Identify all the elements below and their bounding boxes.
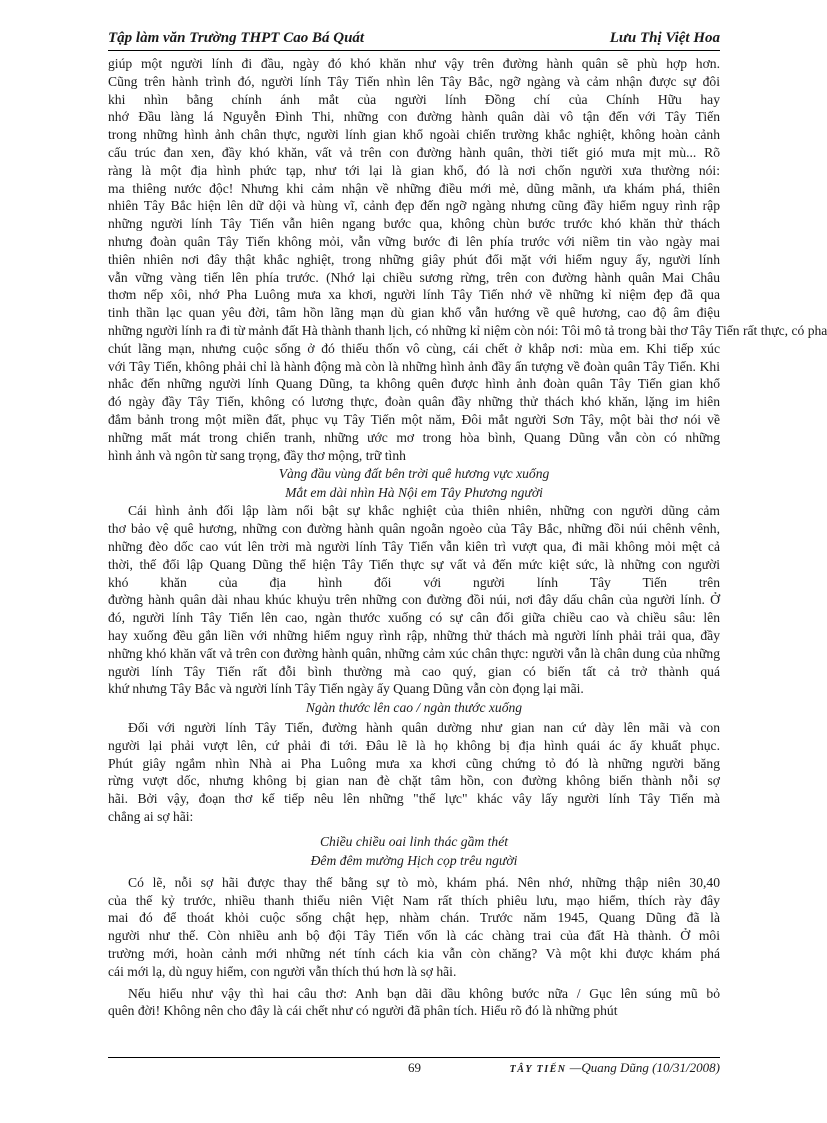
text-line: trường mới, hoàn cảnh mới những nét tính cách kia vẫn còn chăng? Và một khi được khám phá — [108, 946, 720, 962]
text-line: những người lính Tây Tiến vẫn hiên ngang bước qua, không chùn bước trước khó khăn thử thách — [108, 216, 720, 232]
text-line: nhắc đến những người lính Quang Dũng, ta không quên được hình ảnh đoàn quân Tây Tiến gian khổ — [108, 376, 720, 392]
text-line: cái mới lạ, dù nguy hiểm, con người vẫn thích thú hơn là sợ hãi. — [108, 963, 457, 979]
text-line: khứ nhưng Tây Bắc và người lính Tây Tiến ngày ấy Quang Dũng vẫn còn đọng lại mãi. — [108, 681, 584, 697]
verse-2 — [108, 698, 720, 717]
text-line: đắm bảnh trong một miền đất, phục vụ Tây Tiến một năm, Đôi mắt người Sơn Tây, một bài thơ nói về — [108, 411, 720, 427]
text-line: nhiên Tây Bắc hiện lên dữ dội và hùng vĩ, cảnh đẹp đến ngỡ ngàng nhưng cũng đầy hiểm nguy rình rập — [108, 198, 720, 214]
text-line: quên đời! Không nên cho đây là cái chết như có người đã phân tích. Hiểu rõ đó là những phút — [108, 1003, 618, 1019]
text-line: đường hành quân dài nhau khúc khuỷu trên những con đường đồi núi, nơi đây dấu chân của người lính. Ở — [108, 592, 720, 608]
text-line: Phút giây ngắm nhìn Nhà ai Pha Luông mưa xa khơi cũng chứng tỏ đó là những người băng — [108, 755, 720, 771]
text-line: Đối với người lính Tây Tiến, đường hành quân dường như gian nan cứ dày lên mãi và con — [128, 720, 720, 736]
page-number: 69 — [408, 1060, 421, 1075]
paragraph-5 — [108, 985, 720, 1021]
text-line: người như thế. Còn nhiều anh bộ đội Tây Tiến vốn là các chàng trai của đất Hà thành. Ở môi — [108, 928, 720, 944]
page-header — [108, 28, 720, 51]
paragraph-2 — [108, 502, 720, 698]
text-line: ma thiêng nước độc! Nhưng khi cảm nhận về những điều mới mẻ, dũng mãnh, ưa khám phá, thiên — [108, 180, 720, 196]
text-line: mai đó để thoát khỏi cuộc sống chật hẹp, nhàm chán. Trước năm 1945, Quang Dũng đã là — [108, 910, 720, 926]
verse-3 — [108, 832, 720, 870]
verse-line: Chiều chiều oai linh thác gầm thét — [319, 833, 509, 849]
verse-1 — [108, 464, 720, 502]
page-footer — [108, 1057, 720, 1080]
text-line: khi nhìn bằng chính ánh mắt của người lính Đồng chí của Chính Hữu hay — [108, 91, 720, 107]
text-line: hay xuống đều gắn liền với những hiểm nguy rình rập, những thử thách mà người lính phải trải qua, đầy — [108, 627, 720, 643]
verse-line: Đêm đêm mường Hịch cọp trêu người — [310, 852, 518, 868]
text-line: thiên nhiên nơi đây thật khắc nghiệt, trong những giây phút đối mặt với hiểm nguy ấy, người lính — [108, 251, 720, 267]
text-line: chút lãng mạn, nhưng cuộc sống ở đó thiếu thốn vô cùng, cái chết ở khắp nơi: mùa em. Khi tiếp xúc — [108, 340, 720, 356]
paragraph-1 — [108, 55, 827, 464]
footer-source — [510, 1060, 720, 1076]
text-line: với Tây Tiến, không phải chỉ là hành động mà còn là những hình ảnh đầy ấn tượng về đoàn quân Tây Tiến. Khi — [108, 358, 720, 374]
text-line: ràng là một địa hình phức tạp, như tới lại là gian khổ, đó là nơi chốn người xưa thường nói: — [108, 162, 720, 178]
text-line: những khó khăn vất vả trên con đường hành quân, những cảm xúc chân thực: người vẫn là chân dung của những — [108, 645, 720, 661]
footer-source-caps: TÂY TIẾN — [509, 1064, 567, 1075]
text-line: Cũng trên hành trình đó, người lính Tây Tiến nhìn lên Tây Bắc, ngỡ ngàng và cảm nhận được sự đôi — [108, 73, 720, 89]
text-line: vẫn vững vàng tiến lên phía trước. (Nhớ lại chiều sương rừng, trên con đường hành quân Mai Châu — [108, 269, 720, 285]
text-line: của thế kỷ trước, nhiều thanh thiếu niên Việt Nam rất thích phiêu lưu, mạo hiểm, thích rày đây — [108, 892, 720, 908]
text-line: Có lẽ, nỗi sợ hãi được thay thế bằng sự tò mò, khám phá. Nên nhớ, những thập niên 30,40 — [128, 874, 720, 890]
text-line: người lại phải vượt lên, cứ phải đi tới. Đâu lẽ là họ không bị địa hình quái ác ấy khuất phục. — [108, 737, 720, 753]
verse-line: Vàng đầu vùng đất bên trời quê hương vực xuống — [278, 466, 550, 482]
text-line: nhớ Đầu làng lá Nguyễn Đình Thi, những con đường hành quân dài vô tận đến với Tây Tiến — [108, 109, 720, 125]
text-line: tinh thần lạc quan yêu đời, tâm hồn lãng mạn dù gian khổ vẫn hướng về quê hương, cao độ âm điệu — [108, 305, 720, 321]
header-author: Lưu Thị Việt Hoa — [609, 30, 720, 46]
text-line: đó, người lính Tây Tiến lên cao, ngàn thước xuống có sự cân đối giữa chiều cao và chiều sâu: lên — [108, 610, 720, 626]
text-line: cấu trúc đan xen, đầy khó khăn, vất vả trên con đường hành quân, thời tiết gió mưa mịt mù... Rõ — [108, 144, 720, 160]
footer-source-rest: —Quang Dũng (10/31/2008) — [566, 1060, 720, 1075]
text-line: những đèo dốc cao vút lên trời mà người lính Tây Tiến vẫn kiên trì vượt qua, đi mãi không mỏi mệt cả — [108, 538, 720, 554]
text-line: khó khăn của địa hình đối với người lính Tây Tiến trên — [108, 574, 720, 590]
paragraph-4 — [108, 874, 720, 981]
text-line: Nếu hiểu như vậy thì hai câu thơ: Anh bạn dãi dầu không bước nữa / Gục lên súng mũ bỏ — [128, 985, 720, 1001]
verse-line: Ngàn thước lên cao / ngàn thước xuống — [305, 700, 523, 716]
text-line: hình ảnh và ngôn từ sang trọng, đầy thơ mộng, trữ tình — [108, 447, 406, 463]
page-body — [108, 55, 827, 1020]
text-line: rừng vượt dốc, nhưng không bị gian nan đè chặt tâm hồn, con đường không biến thành nỗi sợ — [108, 773, 720, 789]
text-line: nhưng đoàn quân Tây Tiến không mỏi, vẫn vững bước đi lên phía trước với niềm tin vào ngày mai — [108, 233, 720, 249]
text-line: hãi. Bởi vậy, đoạn thơ kế tiếp nêu lên những "thế lực" khác vây lấy người lính Tây Tiến mà — [108, 791, 720, 807]
text-line: những mất mát trong chiến tranh, những ước mơ trong hòa bình, Quang Dũng vẫn còn có những — [108, 429, 720, 445]
verse-line: Mắt em dài nhìn Hà Nội em Tây Phương người — [285, 485, 543, 501]
text-line: Cái hình ảnh đối lập làm nổi bật sự khắc nghiệt của thiên nhiên, những con người dũng cảm — [128, 503, 720, 519]
text-line: chẳng ai sợ hãi: — [108, 809, 194, 825]
text-line: những người lính ra đi từ mảnh đất Hà thành thanh lịch, có những kỉ niệm còn nói: Tôi mô tả trong bài thơ Tây Tiến rất thực, có pha — [108, 322, 827, 338]
text-line: đó ngày đầy Tây Tiến, không có lương thực, đoàn quân đầy những thử thách khó khăn, lặng im hiên — [108, 394, 720, 410]
paragraph-3 — [108, 719, 720, 826]
header-left-title: Tập làm văn Trường THPT Cao Bá Quát — [108, 30, 365, 46]
text-line: giúp một người lính đi đầu, ngày đó khó khăn như vậy trên đường hành quân sẽ phù hợp hơn. — [108, 56, 720, 71]
text-line: người lính Tây Tiến rất đỗi bình thường mà cao quý, gian có biến tất cả trở thành quá — [108, 663, 720, 679]
text-line: thơ bảo vệ quê hương, những con đường hành quân ngoằn ngoèo của Tây Bắc, những đồi núi chênh vênh, — [108, 521, 720, 537]
text-line: thời, thế đối lập Quang Dũng thể hiện Tây Tiến thực sự vất vả đến mức kiệt sức, là những con người — [108, 556, 720, 572]
text-line: thơm nếp xôi, nhớ Pha Luông mưa xa khơi, người lính Tây Tiến nhớ về những kỉ niệm đẹp đã qua — [108, 287, 720, 303]
text-line: trong những hình ảnh chân thực, người lính gian khổ ngoài chiến trường khắc nghiệt, không hoàn cảnh — [108, 127, 720, 143]
